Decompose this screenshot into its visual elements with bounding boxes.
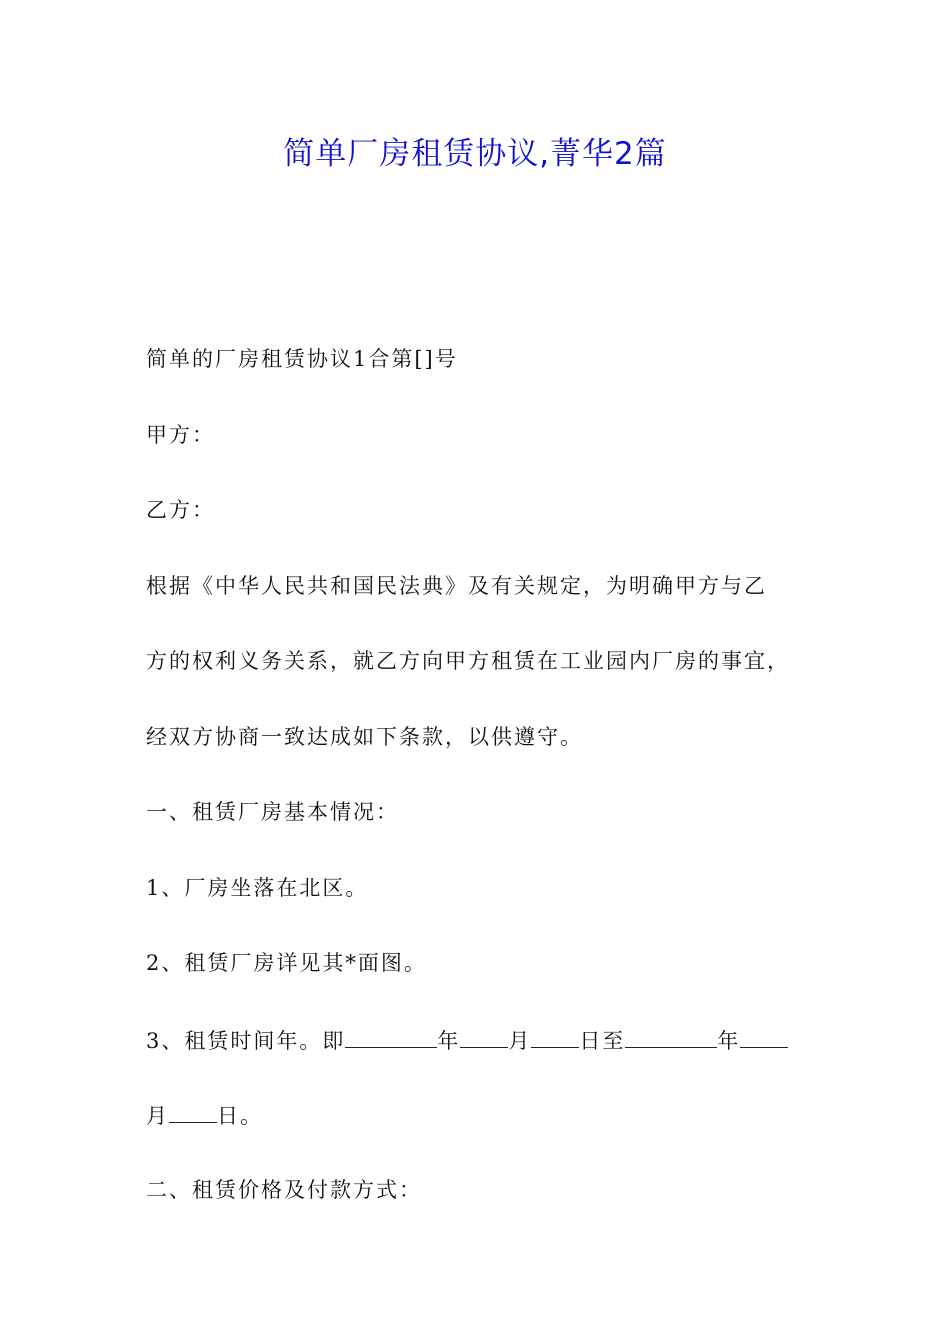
preamble-line-3: 经双方协商一致达成如下条款，以供遵守。 [146, 724, 583, 749]
end-day-label: 日。 [217, 1104, 263, 1128]
end-year-label: 年 [717, 1028, 741, 1053]
section-2-heading: 二、租赁价格及付款方式： [146, 1177, 422, 1202]
preamble-line-1: 根据《中华人民共和国民法典》及有关规定，为明确甲方与乙 [146, 573, 767, 598]
start-year-blank [345, 1025, 437, 1048]
document-body [146, 345, 826, 1251]
clause-1-2: 2、租赁厂房详见其*面图。 [146, 951, 427, 975]
start-year-label: 年 [437, 1028, 461, 1053]
term-prefix: 3、租赁时间年。即 [146, 1028, 346, 1053]
party-b-line: 乙方： [146, 498, 215, 522]
clause-1-3-continued [146, 1100, 826, 1176]
start-month-label: 月 [508, 1028, 532, 1053]
party-a-line: 甲方： [146, 422, 215, 447]
document-title: 简单厂房租赁协议,菁华2篇 [283, 136, 667, 172]
start-month-blank [460, 1025, 508, 1048]
start-day-blank [531, 1025, 579, 1048]
end-month-blank [740, 1025, 788, 1048]
end-year-blank [625, 1025, 717, 1048]
contract-number-line: 简单的厂房租赁协议1合第[]号 [146, 347, 458, 371]
preamble-line-2: 方的权利义务关系，就乙方向甲方租赁在工业园内厂房的事宜， [146, 649, 790, 673]
section-1-heading: 一、租赁厂房基本情况： [146, 800, 399, 824]
end-month-label: 月 [146, 1104, 169, 1128]
clause-1-3 [146, 1025, 826, 1101]
clause-1-1: 1、厂房坐落在北区。 [146, 875, 369, 900]
end-day-blank [169, 1100, 217, 1123]
start-day-label: 日至 [579, 1028, 626, 1053]
